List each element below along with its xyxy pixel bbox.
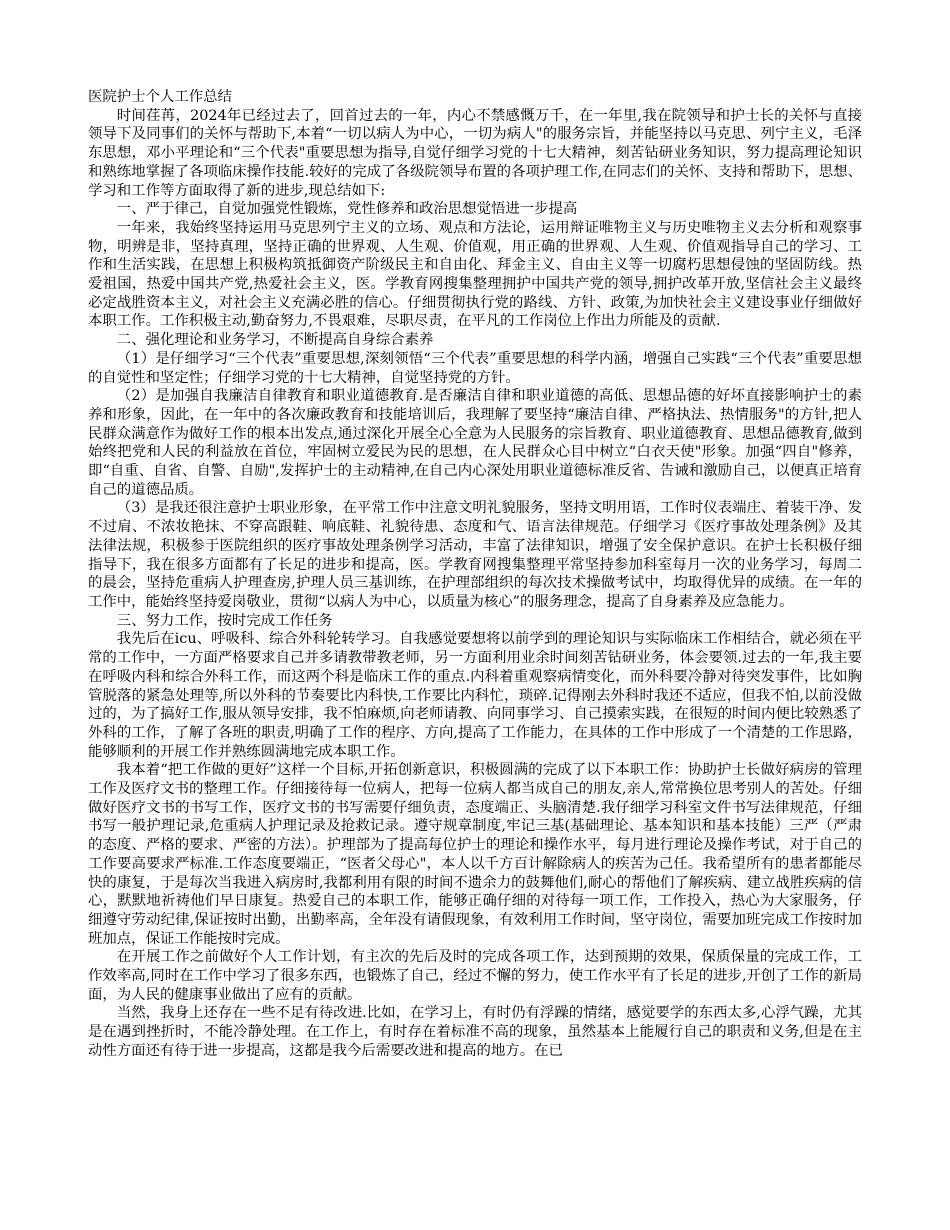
document-title: 医院护士个人工作总结 [88, 89, 232, 105]
body-paragraph: 当然，我身上还存在一些不足有待改进.比如，在学习上，有时仍有浮躁的情绪，感觉要学的东西太多,心浮气躁，尤其是在遇到挫折时，不能冷静处理。在工作上，有时存在着标准不高的现象，虽然基本上能履行自己的职责和义务,但是在主动性方面还有待于进一步提高，这都是我今后需要改进和提高的地方。在已 [88, 1005, 862, 1059]
intro-paragraph: 时间荏苒，2024年已经过去了，回首过去的一年，内心不禁感慨万千，在一年里,我在院领导和护士长的关怀与直接领导下及同事们的关怀与帮助下,本着“一切以病人为中心，一切为病人"的服务宗旨，并能坚持以马克思、列宁主义，毛泽东思想，邓小平理论和“三个代表"重要思想为指导,自觉仔细学习党的十七大精神，刻苦钻研业务知识，努力提高理论知识和熟练地掌握了各项临床操作技能.较好的完成了各级院领导布置的各项护理工作,在同志们的关怀、支持和帮助下，思想、学习和工作等方面取得了新的进步,现总结如下: [88, 107, 862, 199]
body-paragraph: 一年来，我始终坚持运用马克思列宁主义的立场、观点和方法论，运用辩证唯物主义与历史唯物主义去分析和观察事物，明辨是非，坚持真理，坚持正确的世界观、人生观、价值观，用正确的世界观、人生观、价值观指导自己的学习、工作和生活实践，在思想上积极构筑抵御资产阶级民主和自由化、拜金主义、自由主义等一切腐朽思想侵蚀的坚固防线。热爱祖国，热爱中国共产党,热爱社会主义，医。学教育网搜集整理拥护中国共产党的领导,拥护改革开放,坚信社会主义最终必定战胜资本主义，对社会主义充满必胜的信心。仔细贯彻执行党的路线、方针、政策,为加快社会主义建设事业仔细做好本职工作。工作积极主动,勤奋努力,不畏艰难，尽职尽责，在平凡的工作岗位上作出力所能及的贡献. [88, 219, 862, 330]
body-paragraph: 我本着“把工作做的更好”这样一个目标,开拓创新意识，积极圆满的完成了以下本职工作：协助护士长做好病房的管理工作及医疗文书的整理工作。仔细接待每一位病人，把每一位病人都当成自己的朋友,亲人,常常换位思考别人的苦处。仔细做好医疗文书的书写工作，医疗文书的书写需要仔细负责，态度端正、头脑清楚.我仔细学习科室文件书写法律规范，仔细书写一般护理记录,危重病人护理记录及抢救记录。遵守规章制度,牢记三基(基础理论、基本知识和基本技能）三严（严肃的态度、严格的要求、严密的方法）。护理部为了提高每位护士的理论和操作水平，每月进行理论及操作考试，对于自己的工作要高要求严标准.工作态度要端正，“医者父母心"，本人以千方百计解除病人的疾苦为己任。我希望所有的患者都能尽快的康复，于是每次当我进入病房时,我都利用有限的时间不遗余力的鼓舞他们,耐心的帮他们了解疾病、建立战胜疾病的信心，默默地祈祷他们早日康复。热爱自己的本职工作，能够正确仔细的对待每一项工作，工作投入，热心为大家服务，仔细遵守劳动纪律,保证按时出勤，出勤率高，全年没有请假现象，有效利用工作时间，坚守岗位，需要加班完成工作按时加班加点，保证工作能按时完成。 [88, 762, 862, 947]
section-heading-3: 三、努力工作，按时完成工作任务 [116, 612, 333, 629]
body-paragraph: （3）是我还很注意护士职业形象，在平常工作中注意文明礼貌服务，坚持文明用语，工作时仪表端庄、着装干净、发不过肩、不浓妆艳抹、不穿高跟鞋、响底鞋、礼貌待患、态度和气、语言法律规范。仔细学习《医疗事故处理条例》及其法律法规，积极参于医院组织的医疗事故处理条例学习活动，丰富了法律知识，增强了安全保护意识。在护士长积极仔细指导下，我在很多方面都有了长足的进步和提高，医。学教育网搜集整理平常坚持参加科室每月一次的业务学习，每周二的晨会，坚持危重病人护理查房,护理人员三基训练，在护理部组织的每次技术操做考试中，均取得优异的成绩。在一年的工作中，能始终坚持爱岗敬业，贯彻“以病人为中心，以质量为核心”的服务理念，提高了自身素养及应急能力。 [88, 500, 862, 610]
section-heading-1: 一、严于律己，自觉加强党性锻炼，党性修养和政治思想觉悟进一步提高 [116, 201, 578, 218]
section-heading-2: 二、强化理论和业务学习，不断提高自身综合素养 [116, 332, 434, 349]
body-paragraph: （1）是仔细学习“三个代表”重要思想,深刻领悟“三个代表”重要思想的科学内涵，增强自己实践“三个代表”重要思想的自觉性和坚定性；仔细学习党的十七大精神，自觉坚持党的方针。 [88, 350, 862, 386]
document-page [88, 88, 862, 1061]
body-paragraph: 我先后在icu、呼吸科、综合外科轮转学习。自我感觉要想将以前学到的理论知识与实际临床工作相结合，就必须在平常的工作中，一方面严格要求自己并多请教带教老师，另一方面利用业余时间刻苦钻研业务，体会要领.过去的一年,我主要在呼吸内科和综合外科工作，而这两个科是临床工作的重点.内科着重观察病情变化，而外科要冷静对待突发事件，比如胸管脱落的紧急处理等,所以外科的节奏要比内科快,工作要比内科忙，琐碎.记得刚去外科时我还不适应，但我不怕,以前没做过的，为了搞好工作,服从领导安排，我不怕麻烦,向老师请教、向同事学习、自己摸索实践，在很短的时间内便比较熟悉了外科的工作，了解了各班的职责,明确了工作的程序、方向,提高了工作能力，在具体的工作中形成了一个清楚的工作思路，能够顺利的开展工作并熟练圆满地完成本职工作。 [88, 631, 862, 760]
body-paragraph: （2）是加强自我廉洁自律教育和职业道德教育.是否廉洁自律和职业道德的高低、思想品德的好坏直接影响护士的素养和形象，因此，在一年中的各次廉政教育和技能培训后，我理解了要坚持“廉洁自律、严格执法、热情服务"的方针,把人民群众满意作为做好工作的根本出发点,通过深化开展全心全意为人民服务的宗旨教育、职业道德教育、思想品德教育,做到始终把党和人民的利益放在首位，牢固树立爱民为民的思想，在人民群众心目中树立“白衣天使"形象。加强“四自"修养，即“自重、自省、自警、自励",发挥护士的主动精神,在自己内心深处用职业道德标准反省、告诫和激励自己，以便真正培育自己的道德品质。 [88, 388, 862, 498]
body-paragraph: 在开展工作之前做好个人工作计划，有主次的先后及时的完成各项工作，达到预期的效果，保质保量的完成工作，工作效率高,同时在工作中学习了很多东西，也锻炼了自己，经过不懈的努力，使工作水平有了长足的进步,开创了工作的新局面，为人民的健康事业做出了应有的贡献。 [88, 949, 862, 1003]
